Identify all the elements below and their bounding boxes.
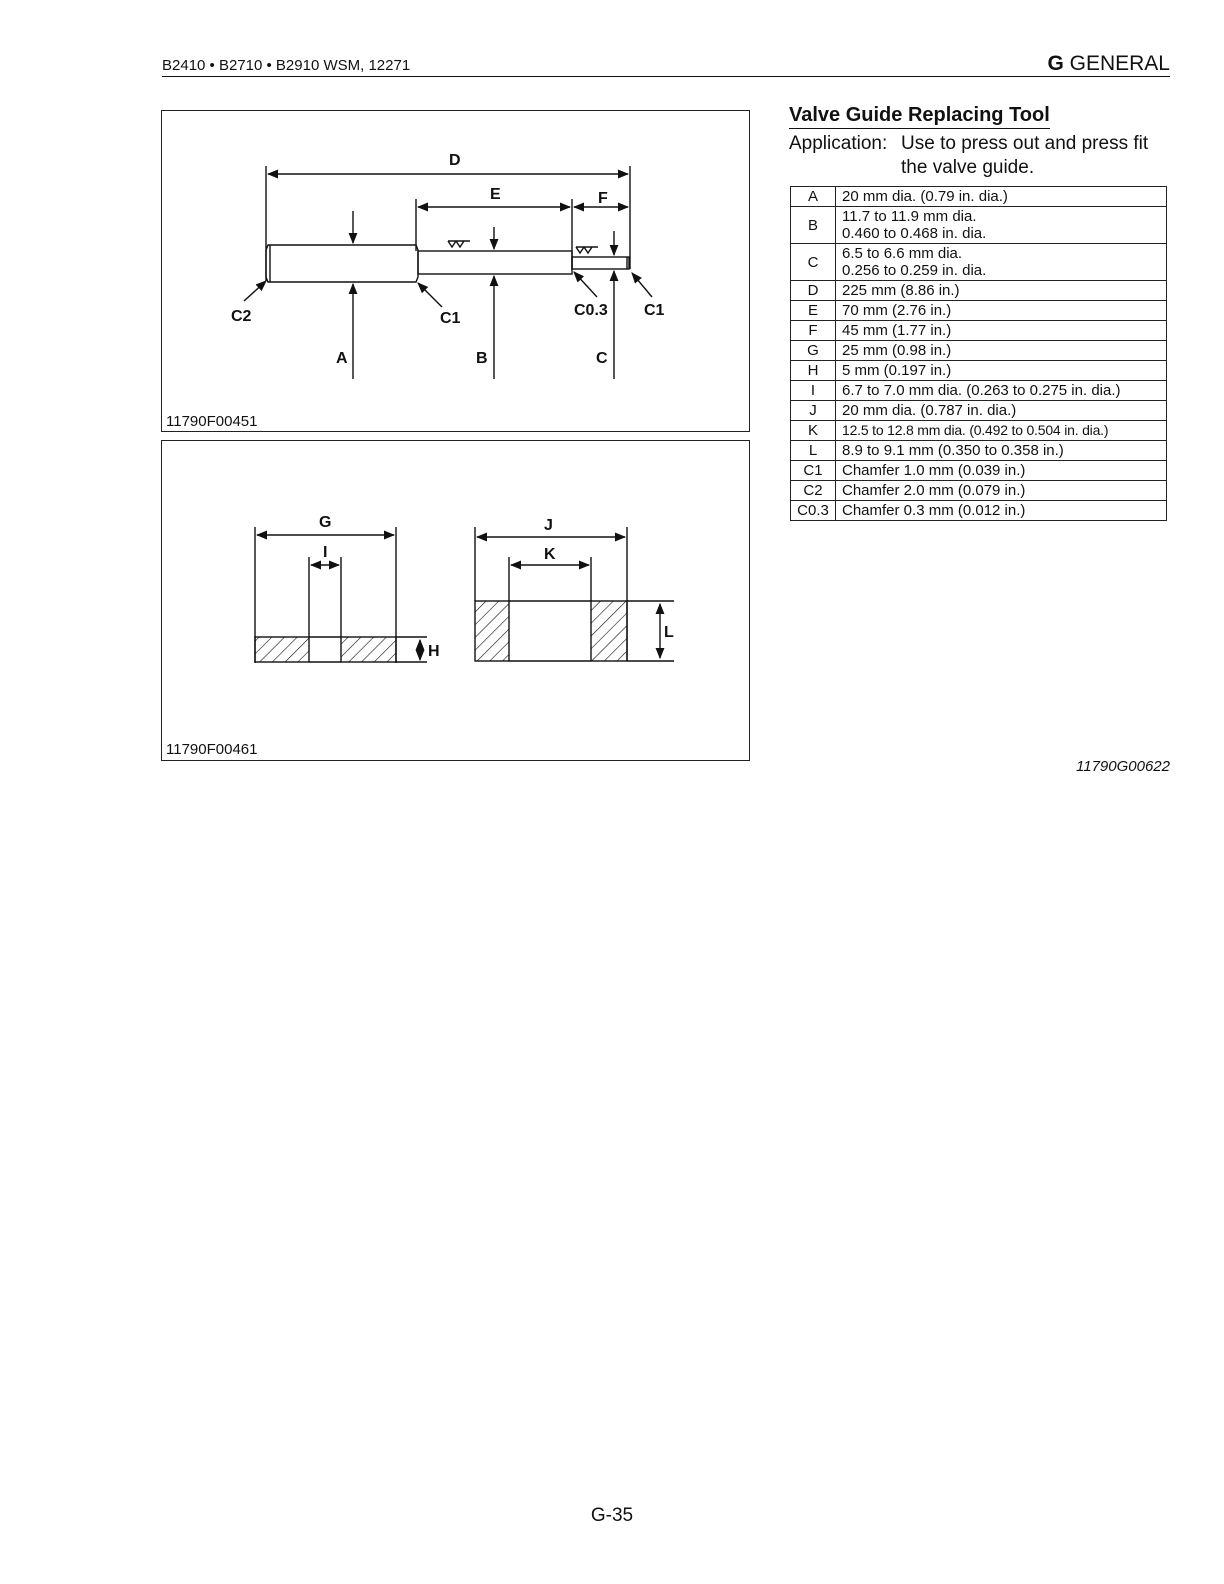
spec-value: 5 mm (0.197 in.) <box>836 361 1167 381</box>
washer-right-section <box>341 637 396 662</box>
spec-value: 12.5 to 12.8 mm dia. (0.492 to 0.504 in. dia.) <box>836 421 1167 441</box>
table-row <box>791 481 1167 501</box>
spec-value: 45 mm (1.77 in.) <box>836 321 1167 341</box>
leader-c03 <box>574 272 597 297</box>
table-row <box>791 321 1167 341</box>
spec-value-line-2: 0.460 to 0.468 in. dia. <box>842 225 987 242</box>
label-c: C <box>596 350 608 367</box>
label-e: E <box>490 186 501 203</box>
spec-value <box>836 244 1167 281</box>
label-a: A <box>336 350 348 367</box>
table-row <box>791 301 1167 321</box>
spec-key: L <box>791 441 836 461</box>
tool-head <box>266 245 418 282</box>
label-l: L <box>664 624 674 641</box>
spec-key: D <box>791 281 836 301</box>
spec-value: 70 mm (2.76 in.) <box>836 301 1167 321</box>
table-row <box>791 341 1167 361</box>
table-row <box>791 421 1167 441</box>
tool-title: Valve Guide Replacing Tool <box>789 104 1050 129</box>
spec-key: K <box>791 421 836 441</box>
label-c2: C2 <box>231 308 252 325</box>
spec-value: Chamfer 1.0 mm (0.039 in.) <box>836 461 1167 481</box>
spec-key: B <box>791 207 836 244</box>
table-row <box>791 281 1167 301</box>
finish-mark-tip <box>576 247 598 253</box>
spec-value: Chamfer 0.3 mm (0.012 in.) <box>836 501 1167 521</box>
spec-value: 8.9 to 9.1 mm (0.350 to 0.358 in.) <box>836 441 1167 461</box>
spec-key: A <box>791 187 836 207</box>
leader-c1-left <box>418 283 442 307</box>
label-d: D <box>449 152 461 169</box>
spec-key: C2 <box>791 481 836 501</box>
table-row <box>791 187 1167 207</box>
label-i: I <box>323 544 328 561</box>
label-f: F <box>598 190 608 207</box>
sleeve-drawing-svg <box>162 441 749 760</box>
section-letter: G <box>1047 52 1064 75</box>
table-row <box>791 501 1167 521</box>
spec-value: 225 mm (8.86 in.) <box>836 281 1167 301</box>
label-b: B <box>476 350 488 367</box>
spec-value: 6.7 to 7.0 mm dia. (0.263 to 0.275 in. dia.) <box>836 381 1167 401</box>
table-row <box>791 381 1167 401</box>
spec-value: Chamfer 2.0 mm (0.079 in.) <box>836 481 1167 501</box>
tool-tip <box>572 257 629 269</box>
table-row <box>791 361 1167 381</box>
spec-value: 20 mm dia. (0.787 in. dia.) <box>836 401 1167 421</box>
label-g: G <box>319 514 332 531</box>
figure-sleeve-drawing <box>161 440 750 761</box>
leader-c1-right <box>632 273 652 297</box>
spec-key: I <box>791 381 836 401</box>
tool-shaft <box>418 251 572 274</box>
spec-key: C0.3 <box>791 501 836 521</box>
label-h: H <box>428 643 440 660</box>
label-j: J <box>544 517 553 534</box>
finish-mark-shaft <box>448 241 470 247</box>
spec-value-line-1: 6.5 to 6.6 mm dia. <box>842 245 963 262</box>
table-row <box>791 207 1167 244</box>
application-label: Application: <box>789 133 888 154</box>
table-row <box>791 441 1167 461</box>
label-c1-right: C1 <box>644 302 665 319</box>
header-models: B2410 • B2710 • B2910 WSM, 12271 <box>162 57 411 74</box>
label-c03: C0.3 <box>574 302 608 319</box>
header-rule <box>162 76 1170 77</box>
spec-value-line-2: 0.256 to 0.259 in. dia. <box>842 262 987 279</box>
application-line-2: the valve guide. <box>901 157 1035 178</box>
spec-table <box>790 186 1167 521</box>
label-k: K <box>544 546 556 563</box>
sleeve-left-section <box>475 601 509 661</box>
application-text <box>789 132 1171 180</box>
figure-code: 11790G00622 <box>1076 758 1170 775</box>
page-number: G-35 <box>590 1505 634 1526</box>
table-row <box>791 401 1167 421</box>
sleeve-right-section <box>591 601 627 661</box>
spec-key: C <box>791 244 836 281</box>
tool-drawing-svg <box>162 111 749 431</box>
spec-value: 25 mm (0.98 in.) <box>836 341 1167 361</box>
spec-value <box>836 207 1167 244</box>
spec-key: C1 <box>791 461 836 481</box>
spec-key: F <box>791 321 836 341</box>
figure-1-id: 11790F00451 <box>166 413 258 430</box>
section-name: GENERAL <box>1069 52 1170 75</box>
label-c1-left: C1 <box>440 310 461 327</box>
table-row <box>791 461 1167 481</box>
header-section <box>1000 52 1170 76</box>
leader-c2 <box>244 281 266 301</box>
spec-key: H <box>791 361 836 381</box>
application-line-1 <box>789 132 1171 156</box>
washer-left-section <box>255 637 309 662</box>
spec-key: J <box>791 401 836 421</box>
application-value-1: Use to press out and press fit <box>901 133 1149 154</box>
spec-key: E <box>791 301 836 321</box>
spec-key: G <box>791 341 836 361</box>
spec-value-line-1: 11.7 to 11.9 mm dia. <box>842 208 977 225</box>
figure-2-id: 11790F00461 <box>166 741 258 758</box>
table-row <box>791 244 1167 281</box>
figure-tool-drawing <box>161 110 750 432</box>
spec-value: 20 mm dia. (0.79 in. dia.) <box>836 187 1167 207</box>
